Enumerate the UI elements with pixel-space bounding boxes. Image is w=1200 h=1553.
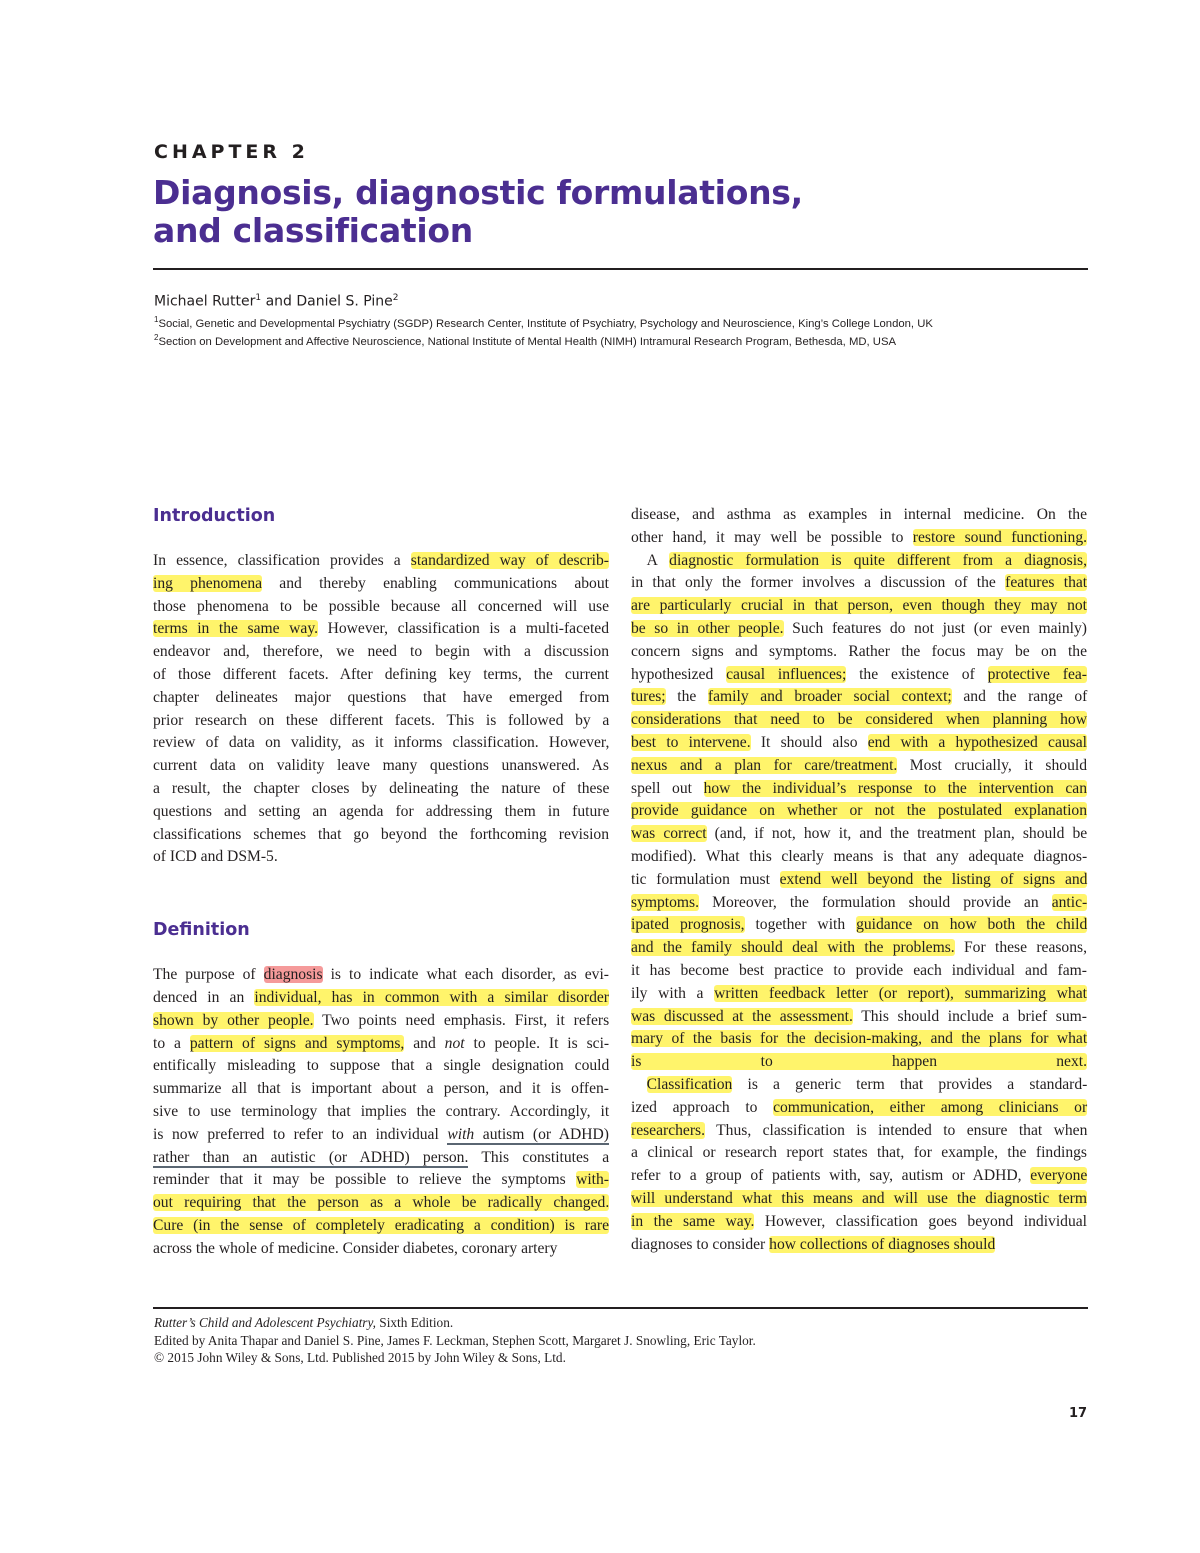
text-line — [631, 1234, 1087, 1257]
text-run: and — [404, 1034, 445, 1052]
title-rule — [153, 268, 1088, 270]
text-run: This constitutes a — [468, 1148, 610, 1166]
highlighted-text: communication, either among clinicians or — [773, 1098, 1088, 1116]
highlighted-text: standardized way of describ- — [410, 552, 609, 569]
text-line — [153, 846, 609, 869]
text-run: prior research on these different facets. This is followed by a — [153, 711, 610, 729]
text-line — [153, 987, 609, 1010]
affiliation — [154, 315, 1094, 330]
highlighted-text: best to intervene. — [631, 733, 751, 751]
text-line — [631, 892, 1087, 915]
text-run: However, classification goes beyond individual — [754, 1212, 1088, 1230]
highlighted-text: is to happen next. — [631, 1053, 1088, 1071]
text-run: spell out — [631, 779, 704, 797]
text-line — [631, 960, 1087, 983]
text-line — [153, 1147, 609, 1170]
highlighted-text: end with a hypothesized causal — [867, 733, 1087, 751]
highlighted-text: individual, has in common with a similar disorder — [254, 988, 609, 1006]
text-run: This should include a brief sum- — [852, 1007, 1087, 1025]
section-heading-introduction: Introduction — [153, 506, 276, 526]
text-run: Thus, classification is intended to ensure that when — [705, 1121, 1088, 1139]
text-run: questions and setting an agenda for addressing them in future — [153, 802, 610, 820]
text-run: entifically misleading to suppose that a single designation could — [153, 1057, 610, 1075]
text-run: it has become best practice to provide each individual and fam- — [631, 961, 1087, 979]
highlighted-text: was correct — [631, 825, 707, 843]
author-affil-marker: 1 — [255, 293, 262, 303]
text-line — [631, 1211, 1087, 1234]
highlighted-text: causal influences; — [726, 665, 847, 683]
text-run: is to indicate what each disorder, as evi- — [322, 966, 609, 984]
text-run: disease, and asthma as examples in internal medicine. On the — [631, 506, 1087, 523]
text-line — [631, 709, 1087, 732]
text-line — [631, 1028, 1087, 1051]
text-run: tic formulation must — [631, 870, 780, 888]
text-line — [631, 550, 1087, 573]
text-line — [153, 964, 609, 987]
highlighted-text: shown by other people. — [153, 1011, 314, 1029]
highlighted-text: restore sound functioning. — [912, 528, 1088, 546]
text-line — [153, 550, 609, 573]
text-run: review of data on validity, as it informs classification. However, — [153, 734, 610, 752]
text-line — [631, 1120, 1087, 1143]
text-line — [631, 527, 1087, 550]
footer-copyright: © 2015 John Wiley & Sons, Ltd. Published 2015 by John Wiley & Sons, Ltd. — [154, 1350, 566, 1365]
author-line — [154, 293, 398, 310]
text-line — [631, 1142, 1087, 1165]
section-heading-definition: Definition — [153, 920, 250, 941]
chapter-title-line: Diagnosis, diagnostic formulations, — [153, 173, 803, 212]
text-line — [631, 1165, 1087, 1188]
highlighted-text: ipated prognosis, — [631, 916, 745, 934]
highlighted-text: family and broader social context; — [707, 688, 952, 706]
text-line — [631, 686, 1087, 709]
highlighted-text: was discussed at the assessment. — [631, 1007, 853, 1025]
text-line — [153, 710, 609, 733]
text-run: It should also — [750, 733, 868, 751]
text-line — [153, 596, 609, 619]
right-column-text — [631, 504, 1087, 1256]
affiliation-text: Section on Development and Affective Neuroscience, National Institute of Mental Health (NIMH) Intramural Research Program, Bethesda, MD, USA — [158, 335, 897, 348]
highlighted-text: tures; — [631, 688, 666, 706]
text-run: sive to use terminology that implies the contrary. Accordingly, it — [153, 1102, 610, 1120]
text-run: For these reasons, — [954, 939, 1087, 957]
highlighted-text: and the family should deal with the problems. — [631, 939, 955, 957]
chapter-title-line: and classification — [153, 211, 473, 250]
highlighted-text: be so in other people. — [631, 619, 784, 637]
text-run: reminder that it may be possible to relieve the symptoms — [153, 1171, 577, 1189]
highlighted-text: antic- — [1051, 893, 1088, 911]
text-run: ily with a — [631, 984, 715, 1002]
text-line — [631, 641, 1087, 664]
text-line — [631, 823, 1087, 846]
text-run: and thereby enabling communications about — [262, 574, 609, 592]
text-line — [631, 983, 1087, 1006]
footer-editors: Edited by Anita Thapar and Daniel S. Pine, James F. Leckman, Stephen Scott, Margaret J. Snowling, Eric Taylor. — [154, 1332, 756, 1348]
highlighted-text: diagnostic formulation is quite different from a diagnosis, — [669, 551, 1087, 569]
text-line — [631, 778, 1087, 801]
text-run: current data on validity leave many questions unanswered. As — [153, 757, 609, 775]
text-run: endeavor and, therefore, we need to begin with a discussion — [153, 643, 609, 661]
highlighted-text: mary of the basis for the decision-making, and the plans for what — [631, 1030, 1088, 1048]
text-run: (and, if not, how it, and the treatment plan, should be — [706, 825, 1088, 843]
text-line — [631, 732, 1087, 755]
text-run: of those different facets. After defining key terms, the current — [153, 665, 609, 683]
text-line — [631, 618, 1087, 641]
text-line — [153, 732, 609, 755]
highlighted-text: in the same way. — [631, 1212, 755, 1230]
text-run: concern signs and symptoms. Rather the focus may be on the — [631, 642, 1087, 660]
text-run: is now preferred to refer to an individual — [153, 1125, 448, 1143]
text-run: to a — [153, 1034, 190, 1052]
text-line — [153, 1238, 609, 1261]
text-line — [153, 801, 609, 824]
highlighted-text: researchers. — [631, 1121, 706, 1139]
text-line — [153, 1215, 609, 1238]
highlighted-text: how collections of diagnoses should — [769, 1235, 996, 1253]
affiliation — [154, 333, 1094, 348]
highlighted-text: written feedback letter (or report), summarizing what — [714, 984, 1087, 1002]
text-run: together with — [744, 916, 857, 934]
text-line — [153, 778, 609, 801]
chapter-title — [153, 174, 1053, 250]
text-run: a clinical or research report states that, for example, the findings — [631, 1144, 1087, 1162]
text-run: chapter delineates major questions that have emerged from — [153, 688, 610, 706]
text-line — [631, 800, 1087, 823]
text-line — [631, 572, 1087, 595]
footer-rule — [153, 1307, 1088, 1309]
author-affil-marker: 2 — [392, 293, 399, 303]
text-line — [153, 1101, 609, 1124]
highlighted-text: nexus and a plan for care/treatment. — [631, 756, 898, 774]
highlighted-text: out requiring that the person as a whole be radically changed. — [153, 1194, 610, 1212]
text-line — [631, 914, 1087, 937]
author-name: Daniel S. Pine — [296, 293, 393, 310]
text-run: to people. It is sci- — [464, 1034, 610, 1052]
affiliation-text: Social, Genetic and Developmental Psychiatry (SGDP) Research Center, Institute of Psychiatry, Psychology and Neuroscience, King’s College London, UK — [158, 317, 933, 330]
text-line — [631, 846, 1087, 869]
text-line — [631, 937, 1087, 960]
highlighted-text: features that — [1005, 574, 1088, 592]
text-run: diagnoses to consider — [631, 1235, 770, 1253]
highlighted-text: provide guidance on whether or not the postulated explanation — [631, 802, 1087, 820]
introduction-paragraph — [153, 550, 609, 869]
text-line — [631, 664, 1087, 687]
footer-edition: Sixth Edition. — [375, 1315, 454, 1330]
text-run: refer to a group of patients with, say, autism or ADHD, — [631, 1167, 1031, 1185]
underlined-text: rather than an autistic (or ADHD) person. — [153, 1148, 469, 1166]
text-line — [153, 641, 609, 664]
text-line — [631, 1097, 1087, 1120]
text-line — [631, 504, 1087, 527]
text-line — [631, 755, 1087, 778]
text-line — [153, 1192, 609, 1215]
footer — [154, 1314, 756, 1367]
text-run: summarize all that is important about a person, and it is offen- — [153, 1080, 609, 1098]
highlighted-text: considerations that need to be considered when planning how — [631, 711, 1087, 729]
highlighted-text: everyone — [1030, 1167, 1088, 1185]
text-line — [153, 687, 609, 710]
highlighted-text: protective fea- — [987, 665, 1087, 683]
text-line — [631, 1006, 1087, 1029]
text-run: hypothesized — [631, 665, 727, 683]
italic-text: not — [444, 1034, 465, 1052]
affiliation-marker: 1 — [154, 315, 159, 324]
author-name: Michael Rutter — [154, 293, 256, 310]
text-line — [631, 1188, 1087, 1211]
highlighted-text-red: diagnosis — [263, 966, 323, 984]
left-column — [153, 504, 609, 1261]
highlighted-text: with- — [576, 1171, 609, 1189]
text-run: ized approach to — [631, 1098, 774, 1116]
text-line — [153, 618, 609, 641]
text-line — [153, 755, 609, 778]
highlighted-text: will understand what this means and will use the diagnostic term — [631, 1189, 1087, 1207]
text-run: across the whole of medicine. Consider diabetes, coronary artery — [153, 1239, 558, 1257]
text-run: other hand, it may well be possible to — [631, 528, 913, 546]
text-run: in that only the former involves a discussion of the — [631, 574, 1006, 592]
text-run: the — [665, 688, 708, 706]
text-line — [153, 664, 609, 687]
text-run: In essence, classification provides a — [153, 552, 411, 569]
text-run: Moreover, the formulation should provide an — [699, 893, 1052, 911]
text-line — [631, 595, 1087, 618]
text-line — [631, 869, 1087, 892]
text-run: The purpose of — [153, 966, 264, 984]
text-line — [631, 1051, 1087, 1074]
text-run: Such features do not just (or even mainly) — [783, 619, 1087, 637]
text-run: However, classification is a multi-faceted — [318, 620, 610, 638]
highlighted-text: Classification — [646, 1075, 733, 1093]
text-run: Two points need emphasis. First, it refers — [313, 1011, 610, 1029]
text-run: of ICD and DSM-5. — [153, 848, 278, 866]
page-number: 17 — [1069, 1406, 1088, 1421]
text-run: is a generic term that provides a standard- — [732, 1075, 1088, 1093]
text-run: and the range of — [951, 688, 1088, 706]
highlighted-text: guidance on how both the child — [856, 916, 1088, 934]
text-line — [153, 1010, 609, 1033]
text-run: A — [631, 551, 670, 569]
highlighted-text: Cure (in the sense of completely eradicating a condition) is rare — [153, 1216, 609, 1234]
text-line — [153, 824, 609, 847]
text-line — [631, 1074, 1087, 1097]
text-run: Most crucially, it should — [897, 756, 1087, 774]
text-run: those phenomena to be possible because all concerned will use — [153, 597, 609, 615]
highlighted-text: ing phenomena — [153, 574, 263, 592]
chapter-label: CHAPTER 2 — [154, 141, 309, 163]
text-line — [153, 1124, 609, 1147]
text-line — [153, 1033, 609, 1056]
footer-book-title: Rutter’s Child and Adolescent Psychiatry, — [154, 1315, 376, 1330]
highlighted-text: pattern of signs and symptoms, — [189, 1034, 405, 1052]
footer-book-line — [154, 1314, 756, 1332]
text-line — [153, 573, 609, 596]
author-joiner: and — [261, 293, 297, 310]
text-line — [153, 1055, 609, 1078]
text-run: classifications schemes that go beyond the forthcoming revision — [153, 825, 609, 843]
text-run: denced in an — [153, 988, 255, 1006]
text-line — [153, 1169, 609, 1192]
highlighted-text: are particularly crucial in that person, even though they may not — [631, 597, 1087, 615]
highlighted-text: terms in the same way. — [153, 620, 319, 638]
affiliation-marker: 2 — [154, 333, 159, 342]
text-run — [631, 1076, 647, 1093]
highlighted-text: symptoms. — [631, 893, 700, 911]
highlighted-text: extend well beyond the listing of signs and — [779, 870, 1088, 888]
highlighted-text: how the individual’s response to the intervention can — [703, 779, 1088, 797]
text-run: a result, the chapter closes by delineating the nature of these — [153, 779, 610, 797]
underlined-text: autism (or ADHD) — [474, 1125, 610, 1143]
text-line — [153, 1078, 609, 1101]
right-column — [631, 504, 1087, 1256]
underlined-text: with — [447, 1125, 475, 1143]
text-run: the existence of — [846, 665, 988, 683]
text-run: modified). What this clearly means is that any adequate diagnos- — [631, 847, 1088, 865]
definition-paragraph — [153, 964, 609, 1260]
